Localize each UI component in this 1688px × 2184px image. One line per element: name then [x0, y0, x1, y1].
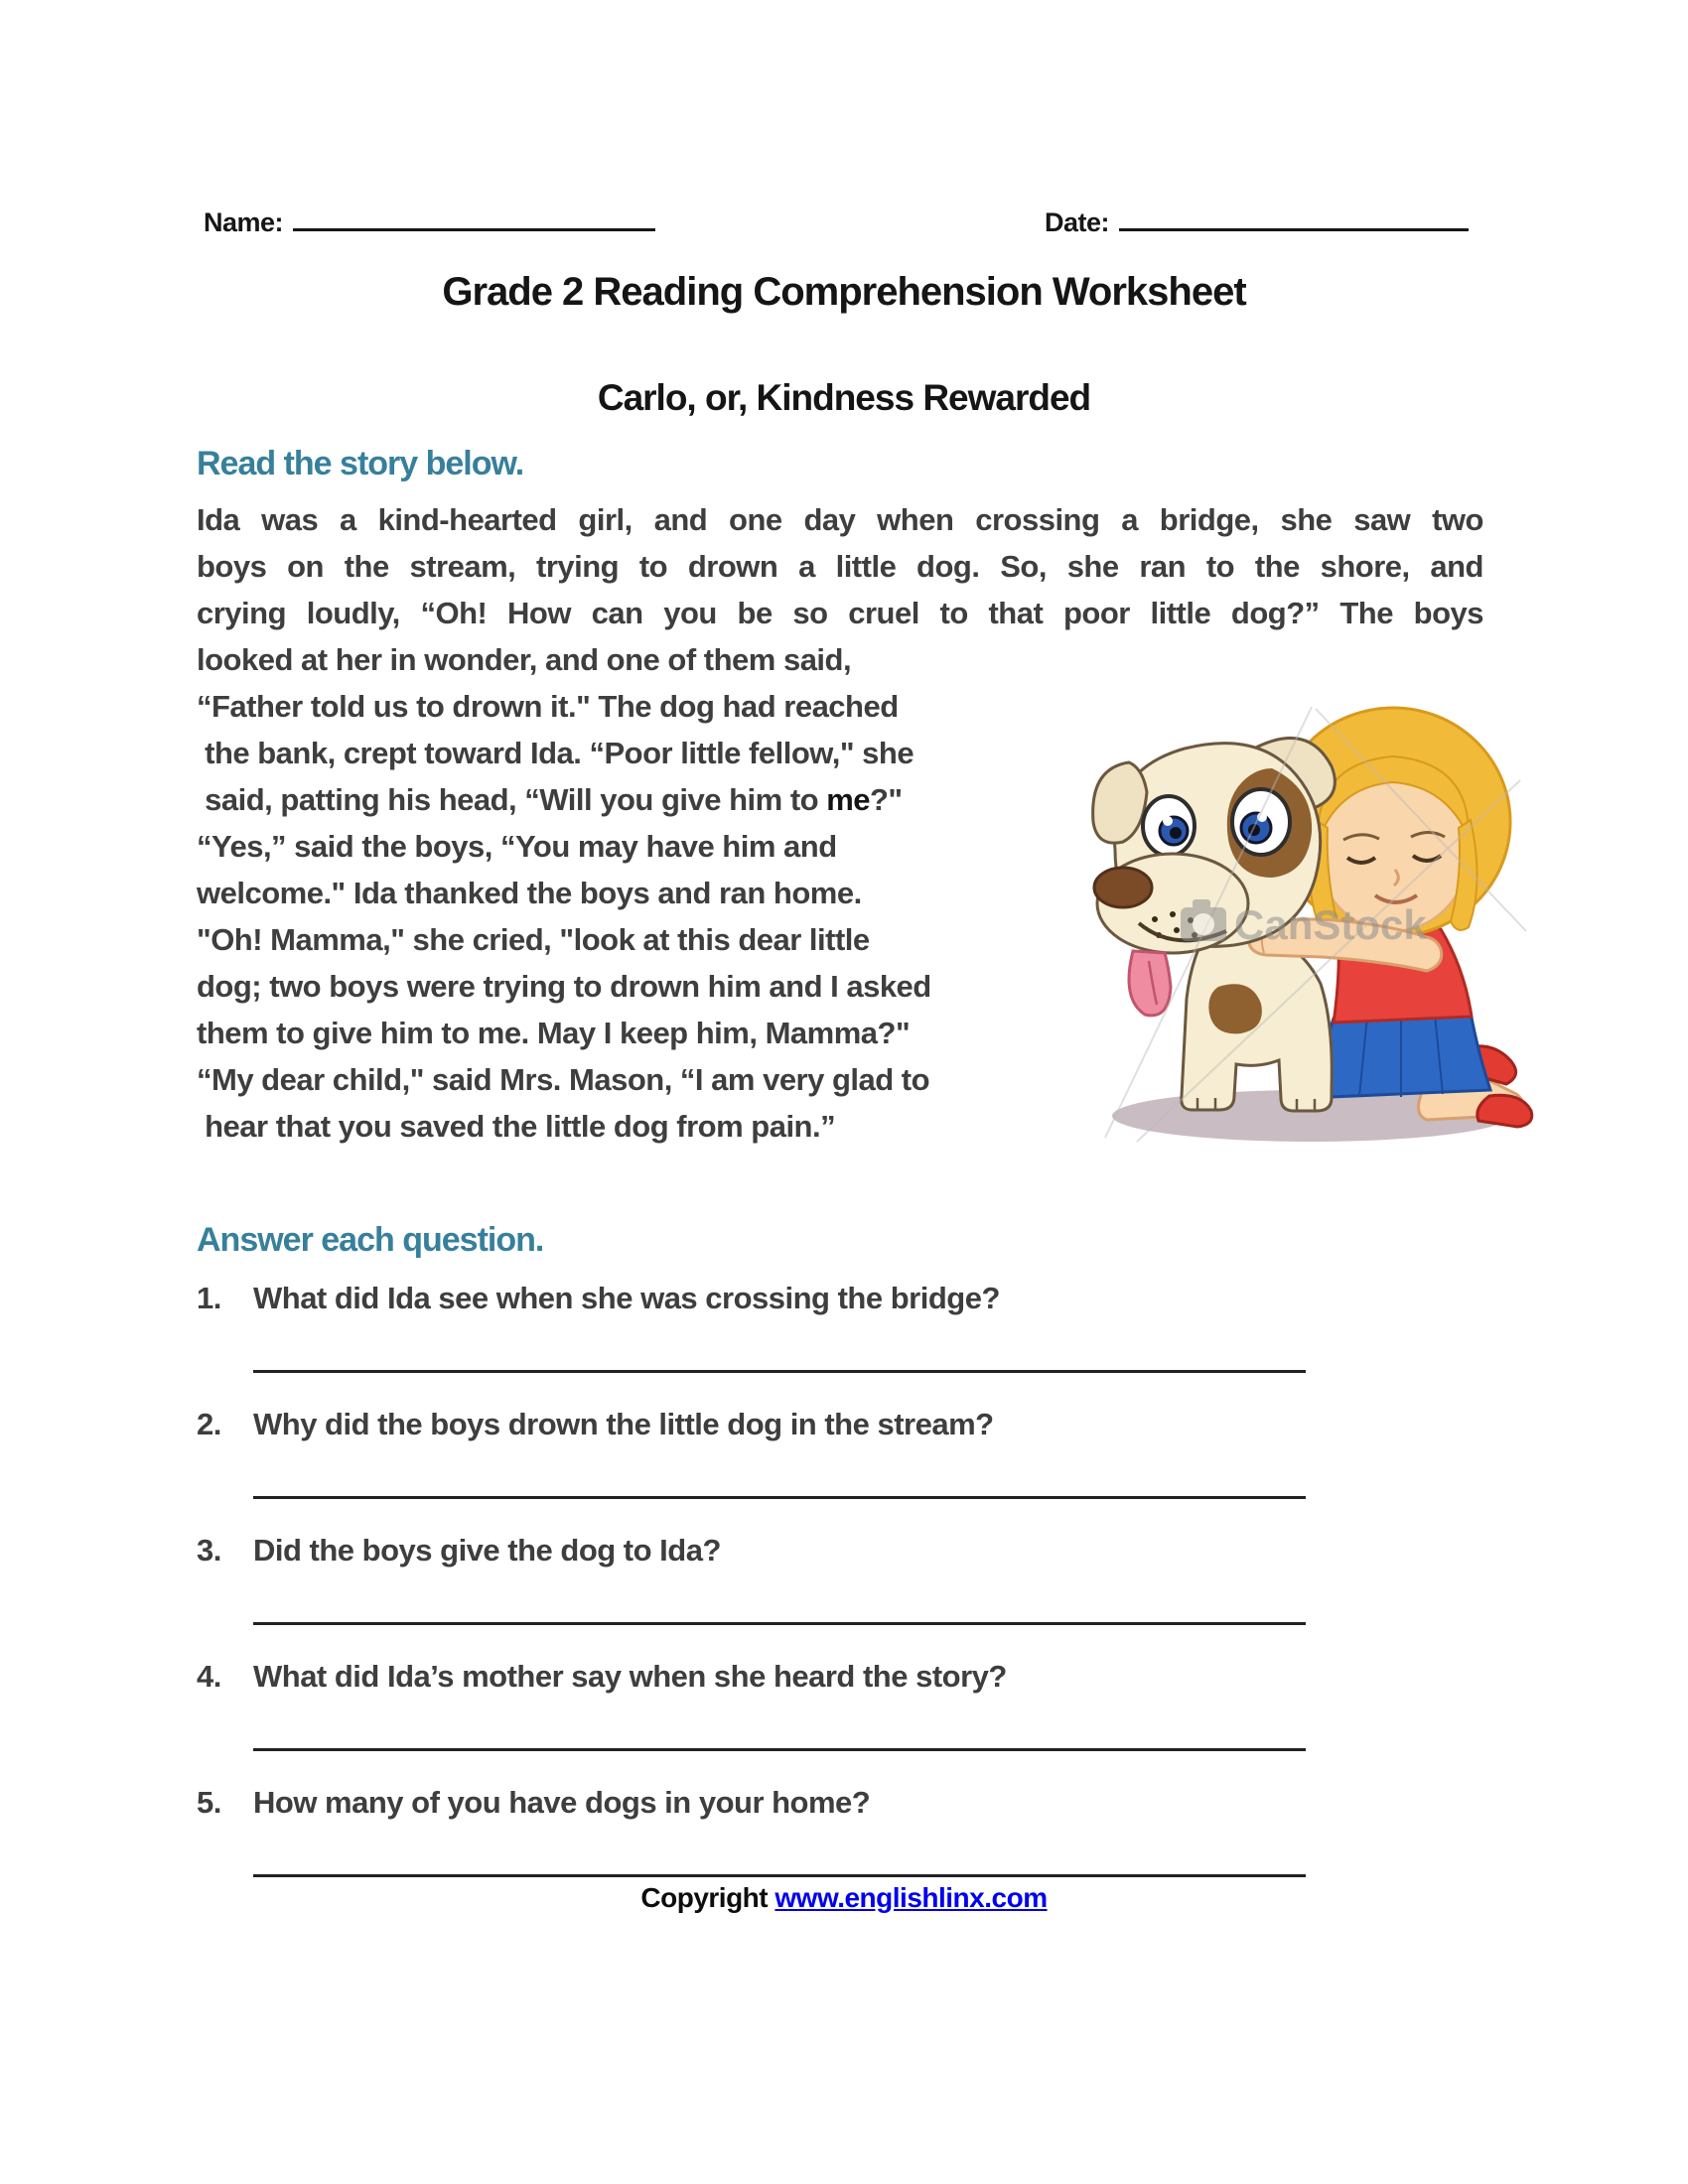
question-number: 1.: [197, 1281, 221, 1315]
read-story-heading: Read the story below.: [197, 445, 524, 482]
blue-skirt: [1308, 1013, 1490, 1098]
story-line: dog; two boys were trying to drown him and I asked: [197, 969, 931, 1004]
story-line: "Oh! Mamma," she cried, "look at this dear little: [197, 922, 870, 957]
question-row: [197, 1276, 1487, 1320]
question-number: 3.: [197, 1533, 221, 1568]
question-item: [197, 1780, 1487, 1877]
name-label: Name:: [204, 207, 284, 237]
story-line: hear that you saved the little dog from pain.”: [197, 1109, 836, 1144]
dog-tongue: [1129, 951, 1171, 1016]
englishlinx-link[interactable]: www.englishlinx.com: [774, 1882, 1048, 1913]
name-field: [204, 199, 655, 239]
question-number: 5.: [197, 1785, 221, 1820]
question-row: [197, 1402, 1487, 1446]
story-lines-full: [197, 496, 1483, 636]
story-title: Carlo, or, Kindness Rewarded: [597, 377, 1091, 418]
questions-list: [197, 1276, 1487, 1906]
question-item: [197, 1654, 1487, 1751]
story-line: them to give him to me. May I keep him, Mamma?": [197, 1016, 911, 1050]
story-line: “Yes,” said the boys, “You may have him and: [197, 829, 837, 864]
question-text: Why did the boys drown the little dog in the stream?: [253, 1407, 994, 1441]
answer-blank-line[interactable]: [253, 1370, 1306, 1373]
answer-questions-heading: Answer each question.: [197, 1221, 544, 1259]
story-line: the bank, crept toward Ida. “Poor little fellow," she: [197, 736, 914, 770]
question-text: Did the boys give the dog to Ida?: [253, 1533, 721, 1568]
story-line: welcome." Ida thanked the boys and ran home.: [197, 876, 862, 910]
question-row: [197, 1654, 1487, 1699]
story-line: “My dear child," said Mrs. Mason, “I am very glad to: [197, 1062, 930, 1097]
date-blank-line[interactable]: [1119, 199, 1469, 231]
question-item: [197, 1402, 1487, 1499]
red-shoe: [1477, 1095, 1532, 1127]
answer-blank-line[interactable]: [253, 1748, 1306, 1751]
copyright-label: Copyright: [640, 1882, 769, 1913]
question-row: [197, 1780, 1487, 1825]
story-line: Ida was a kind-hearted girl, and one day when crossing a bridge, she saw two: [197, 502, 1483, 537]
story-line: looked at her in wonder, and one of them said,: [197, 642, 852, 677]
date-field: [1045, 199, 1469, 239]
footer: [0, 1882, 1688, 1914]
illustration-girl-hugging-dog: [1077, 671, 1534, 1153]
story-line: said, patting his head, “Will you give him to me?": [197, 782, 903, 817]
name-blank-line[interactable]: [293, 199, 655, 231]
dog-nose: [1094, 868, 1152, 907]
page-title: Grade 2 Reading Comprehension Worksheet: [442, 270, 1246, 314]
question-text: How many of you have dogs in your home?: [253, 1785, 871, 1820]
answer-blank-line[interactable]: [253, 1874, 1306, 1877]
story-line: boys on the stream, trying to drown a little dog. So, she ran to the shore, and: [197, 549, 1483, 584]
question-row: [197, 1528, 1487, 1572]
question-item: [197, 1528, 1487, 1625]
girl-hugging-dog-image: [1077, 671, 1534, 1153]
answer-blank-line[interactable]: [253, 1622, 1306, 1625]
question-text: What did Ida’s mother say when she heard the story?: [253, 1659, 1007, 1694]
question-number: 4.: [197, 1659, 221, 1694]
story-line: crying loudly, “Oh! How can you be so cruel to that poor little dog?” The boys: [197, 596, 1483, 630]
watermark-text: CanStock: [1234, 901, 1427, 948]
question-number: 2.: [197, 1407, 221, 1441]
question-item: [197, 1276, 1487, 1373]
answer-blank-line[interactable]: [253, 1496, 1306, 1499]
story-line: “Father told us to drown it." The dog had reached: [197, 689, 899, 724]
date-label: Date:: [1045, 207, 1110, 237]
question-text: What did Ida see when she was crossing the bridge?: [253, 1281, 1000, 1315]
